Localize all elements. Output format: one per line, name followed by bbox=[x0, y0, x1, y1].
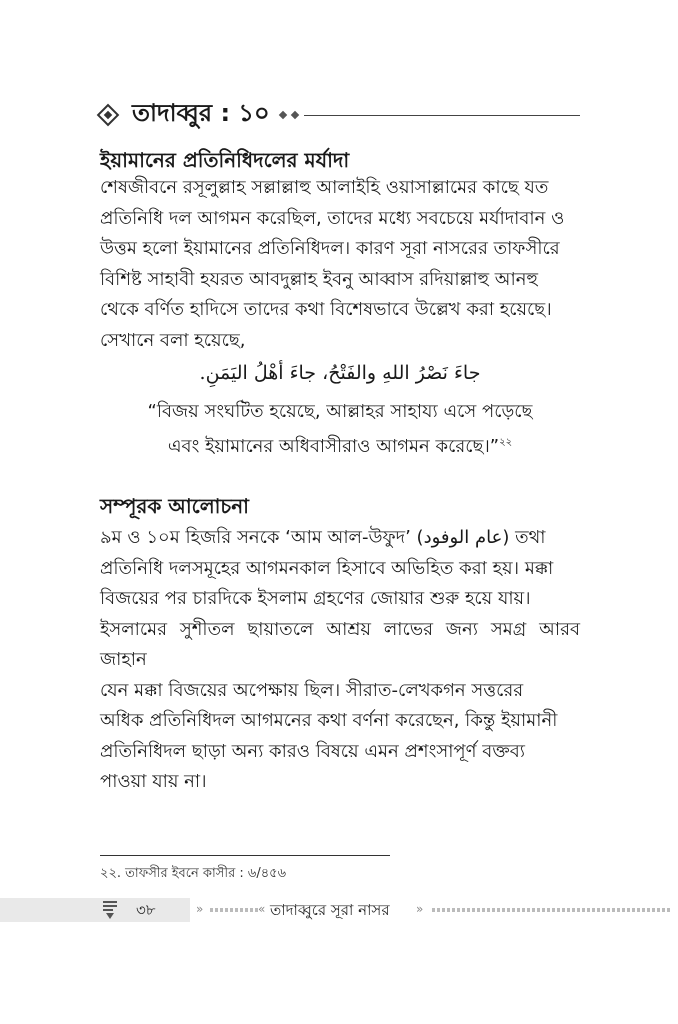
chapter-title: তাদাব্বুর : ১০ bbox=[132, 99, 270, 127]
text-line: পাওয়া যায় না। bbox=[100, 771, 207, 792]
footnote-reference[interactable]: ২২ bbox=[499, 437, 513, 448]
chapter-header bbox=[100, 97, 580, 133]
footnote: ২২. তাফসীর ইবনে কাসীর : ৬/৪৫৬ bbox=[100, 866, 287, 881]
section-heading: ইয়ামানের প্রতিনিধিদলের মর্যাদা bbox=[100, 148, 350, 172]
text-line: ইসলামের সুশীতল ছায়াতলে আশ্রয় লাভের জন্য সমগ্র আরব জাহান bbox=[100, 618, 580, 670]
text-line: বিজয়ের পর চারদিকে ইসলাম গ্রহণের জোয়ার শুরু হয়ে যায়। bbox=[100, 588, 531, 609]
quote-line-text: এবং ইয়ামানের অধিবাসীরাও আগমন করেছে।” bbox=[167, 436, 500, 457]
running-title: তাদাব্বুরে সূরা নাসর bbox=[270, 901, 390, 919]
wave-ornament bbox=[432, 908, 672, 912]
chapter-rule bbox=[304, 115, 580, 116]
paragraph bbox=[100, 173, 580, 356]
text-line: উত্তম হলো ইয়ামানের প্রতিনিধিদল। কারণ সূরা নাসরের তাফসীরে bbox=[100, 238, 560, 259]
dot-ornament-icon bbox=[278, 111, 286, 119]
text-line: থেকে বর্ণিত হাদিসে তাদের কথা বিশেষভাবে উল্লেখ করা হয়েছে। bbox=[100, 299, 552, 320]
paragraph bbox=[100, 523, 580, 798]
quote-line bbox=[100, 427, 580, 462]
menu-lines-icon bbox=[103, 901, 117, 919]
chevron-left-icon: « bbox=[258, 902, 266, 916]
text-line: ৯ম ও ১০ম হিজরি সনকে ‘আম আল-উফুদ’ (عام الوفود) তথা bbox=[100, 527, 546, 548]
footnote-rule bbox=[100, 855, 390, 856]
wave-ornament bbox=[210, 908, 258, 912]
text-line: শেষজীবনে রসূলুল্লাহ সল্লাল্লাহু আলাইহি ওয়াসাল্লামের কাছে যত bbox=[100, 177, 549, 198]
diamond-ornament-icon bbox=[97, 104, 120, 127]
text-line: প্রতিনিধি দলসমূহের আগমনকাল হিসাবে অভিহিত করা হয়। মক্কা bbox=[100, 557, 554, 579]
text-line: বিশিষ্ট সাহাবী হযরত আবদুল্লাহ ইবনু আব্বাস রদিয়াল্লাহু আনহু bbox=[100, 268, 539, 290]
footer-band bbox=[0, 898, 190, 922]
quote-line: “বিজয় সংঘটিত হয়েছে, আল্লাহর সাহায্য এসে পড়েছে bbox=[147, 401, 533, 422]
text-line: যেন মক্কা বিজয়ের অপেক্ষায় ছিল। সীরাত-লেখকগন সত্তরের bbox=[100, 679, 524, 701]
text-line: অধিক প্রতিনিধিদল আগমনের কথা বর্ণনা করেছেন, কিন্তু ইয়ামানী bbox=[100, 710, 558, 731]
text-line: প্রতিনিধি দল আগমন করেছিল, তাদের মধ্যে সবচেয়ে মর্যাদাবান ও bbox=[100, 207, 565, 229]
text-line: সেখানে বলা হয়েছে, bbox=[100, 329, 246, 351]
section-heading: সম্পূরক আলোচনা bbox=[100, 494, 249, 518]
dot-ornament-icon bbox=[290, 111, 298, 119]
translation-quote bbox=[100, 396, 580, 462]
page-footer bbox=[0, 898, 678, 922]
dots-ornament bbox=[280, 112, 304, 118]
page-number: ৩৮ bbox=[136, 901, 156, 919]
arabic-quote: جاءَ نَصْرُ اللهِ والفَتْحُ، جاءَ أهْلُ اليَمَنِ. bbox=[199, 362, 481, 384]
chevron-right-icon: » bbox=[196, 902, 204, 916]
text-line: প্রতিনিধিদল ছাড়া অন্য কারও বিষয়ে এমন প্রশংসাপূর্ণ বক্তব্য bbox=[100, 740, 526, 762]
chevron-right-icon: » bbox=[416, 902, 424, 916]
